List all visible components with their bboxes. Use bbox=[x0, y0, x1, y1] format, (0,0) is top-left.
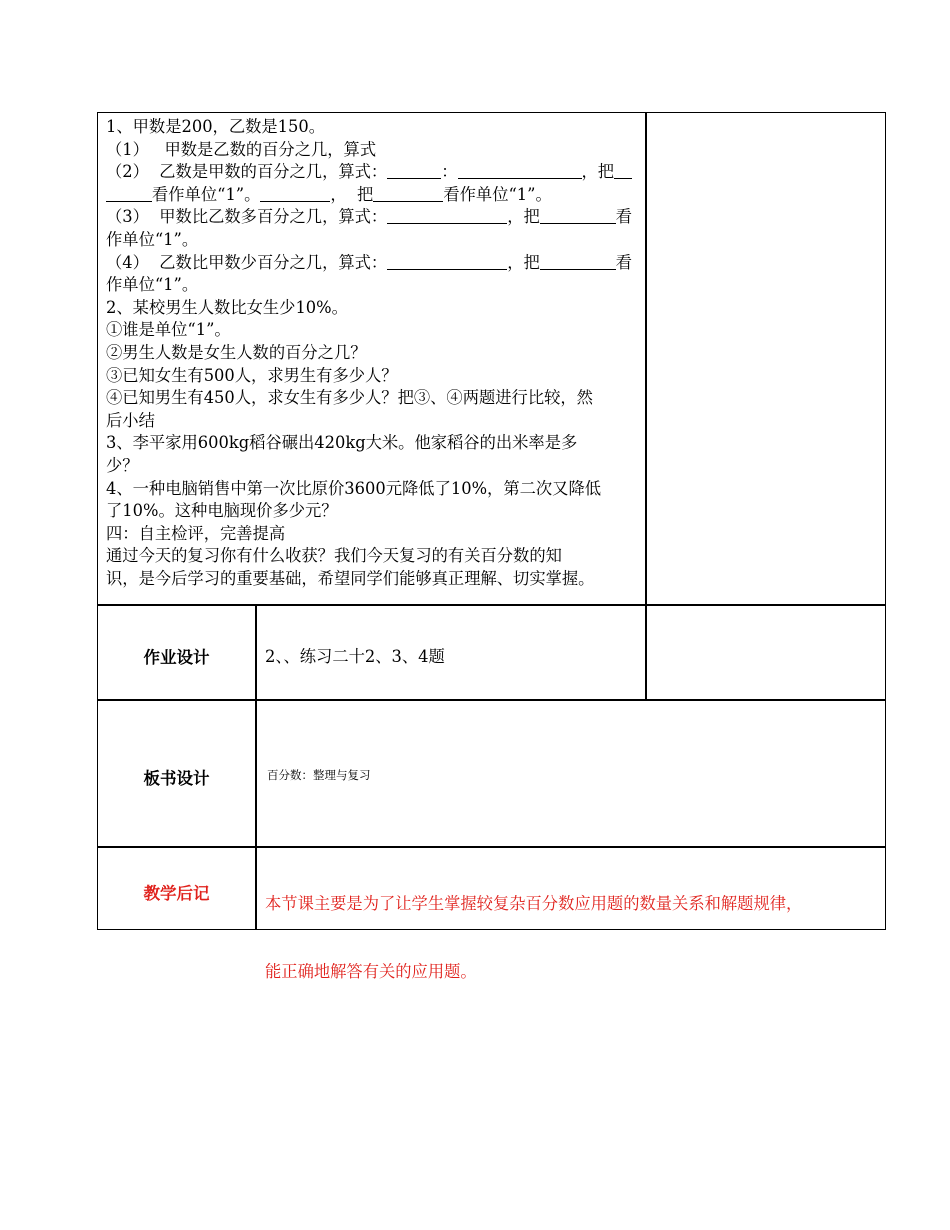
reflection-text bbox=[265, 848, 802, 1029]
homework-text: 2、、练习二十2、3、4题 bbox=[265, 647, 445, 666]
problem-2-q3: ③已知女生有500人，求男生有多少人？ bbox=[106, 365, 398, 385]
ba-text: ，把 bbox=[507, 252, 540, 272]
answer-blank[interactable] bbox=[260, 185, 330, 202]
problem-3: 3、李平家用600kg稻谷碾出420kg大米。他家稻谷的出米率是多 bbox=[106, 433, 578, 453]
problem-1-intro: 1、甲数是200，乙数是150。 bbox=[106, 117, 326, 136]
reflection-line-2: 能正确地解答有关的应用题。 bbox=[265, 961, 477, 981]
summary-text-cont: 识，是今后学习的重要基础，希望同学们能够真正理解、切实掌握。 bbox=[106, 568, 595, 588]
divider-right-column bbox=[645, 113, 647, 700]
problem-1-part-4: （4） 乙数比甲数少百分之几，算式： bbox=[106, 252, 388, 272]
unit-text: 作单位“1”。 bbox=[106, 275, 199, 295]
section-4-heading: 四：自主检评，完善提高 bbox=[106, 523, 286, 543]
reflection-line-1: 本节课主要是为了让学生掌握较复杂百分数应用题的数量关系和解题规律， bbox=[265, 894, 803, 914]
ba-text: ，把 bbox=[581, 162, 615, 182]
ba-text: ， 把 bbox=[330, 184, 374, 204]
problem-1-part-2: （2） 乙数是甲数的百分之几，算式： bbox=[106, 162, 388, 182]
answer-blank[interactable] bbox=[614, 162, 632, 179]
problem-4-cont: 了10%。这种电脑现价多少元？ bbox=[106, 501, 338, 521]
board-text: 百分数：整理与复习 bbox=[267, 768, 371, 782]
reflection-label: 教学后记 bbox=[143, 884, 210, 903]
answer-blank[interactable] bbox=[387, 207, 507, 224]
divider-label-column bbox=[255, 604, 257, 930]
exercise-content bbox=[106, 116, 640, 590]
divider-row-1 bbox=[98, 604, 885, 606]
answer-blank[interactable] bbox=[458, 162, 582, 179]
ba-text: ，把 bbox=[507, 207, 540, 227]
colon-text: ： bbox=[441, 162, 458, 182]
summary-text: 通过今天的复习你有什么收获？我们今天复习的有关百分数的知 bbox=[106, 546, 562, 566]
answer-blank[interactable] bbox=[540, 253, 616, 270]
answer-blank[interactable] bbox=[540, 207, 616, 224]
problem-4: 4、一种电脑销售中第一次比原价3600元降低了10%，第二次又降低 bbox=[106, 478, 602, 498]
problem-1-part-1: （1） 甲数是乙数的百分之几，算式 bbox=[106, 139, 377, 159]
problem-3-cont: 少？ bbox=[106, 455, 139, 475]
problem-2-q4-cont: 后小结 bbox=[106, 410, 155, 430]
divider-row-2 bbox=[98, 699, 885, 701]
board-label: 板书设计 bbox=[143, 769, 210, 788]
kan-text: 看 bbox=[615, 207, 633, 227]
problem-2-q4: ④已知男生有450人，求女生有多少人？把③、④两题进行比较，然 bbox=[106, 388, 593, 408]
answer-blank[interactable] bbox=[373, 185, 443, 202]
problem-2-q1: ①谁是单位“1”。 bbox=[106, 320, 231, 340]
problem-1-part-3: （3） 甲数比乙数多百分之几，算式： bbox=[106, 207, 388, 227]
unit-text: 看作单位“1”。 bbox=[152, 184, 261, 204]
answer-blank[interactable] bbox=[106, 185, 152, 202]
problem-2-q2: ②男生人数是女生人数的百分之几？ bbox=[106, 342, 367, 362]
problem-2: 2、某校男生人数比女生少10%。 bbox=[106, 297, 348, 317]
lesson-table bbox=[97, 112, 886, 981]
unit-text: 看作单位“1”。 bbox=[443, 184, 552, 204]
kan-text: 看 bbox=[615, 252, 633, 272]
unit-text: 作单位“1”。 bbox=[106, 229, 199, 249]
answer-blank[interactable] bbox=[387, 162, 441, 179]
answer-blank[interactable] bbox=[387, 253, 507, 270]
homework-label: 作业设计 bbox=[143, 648, 210, 667]
